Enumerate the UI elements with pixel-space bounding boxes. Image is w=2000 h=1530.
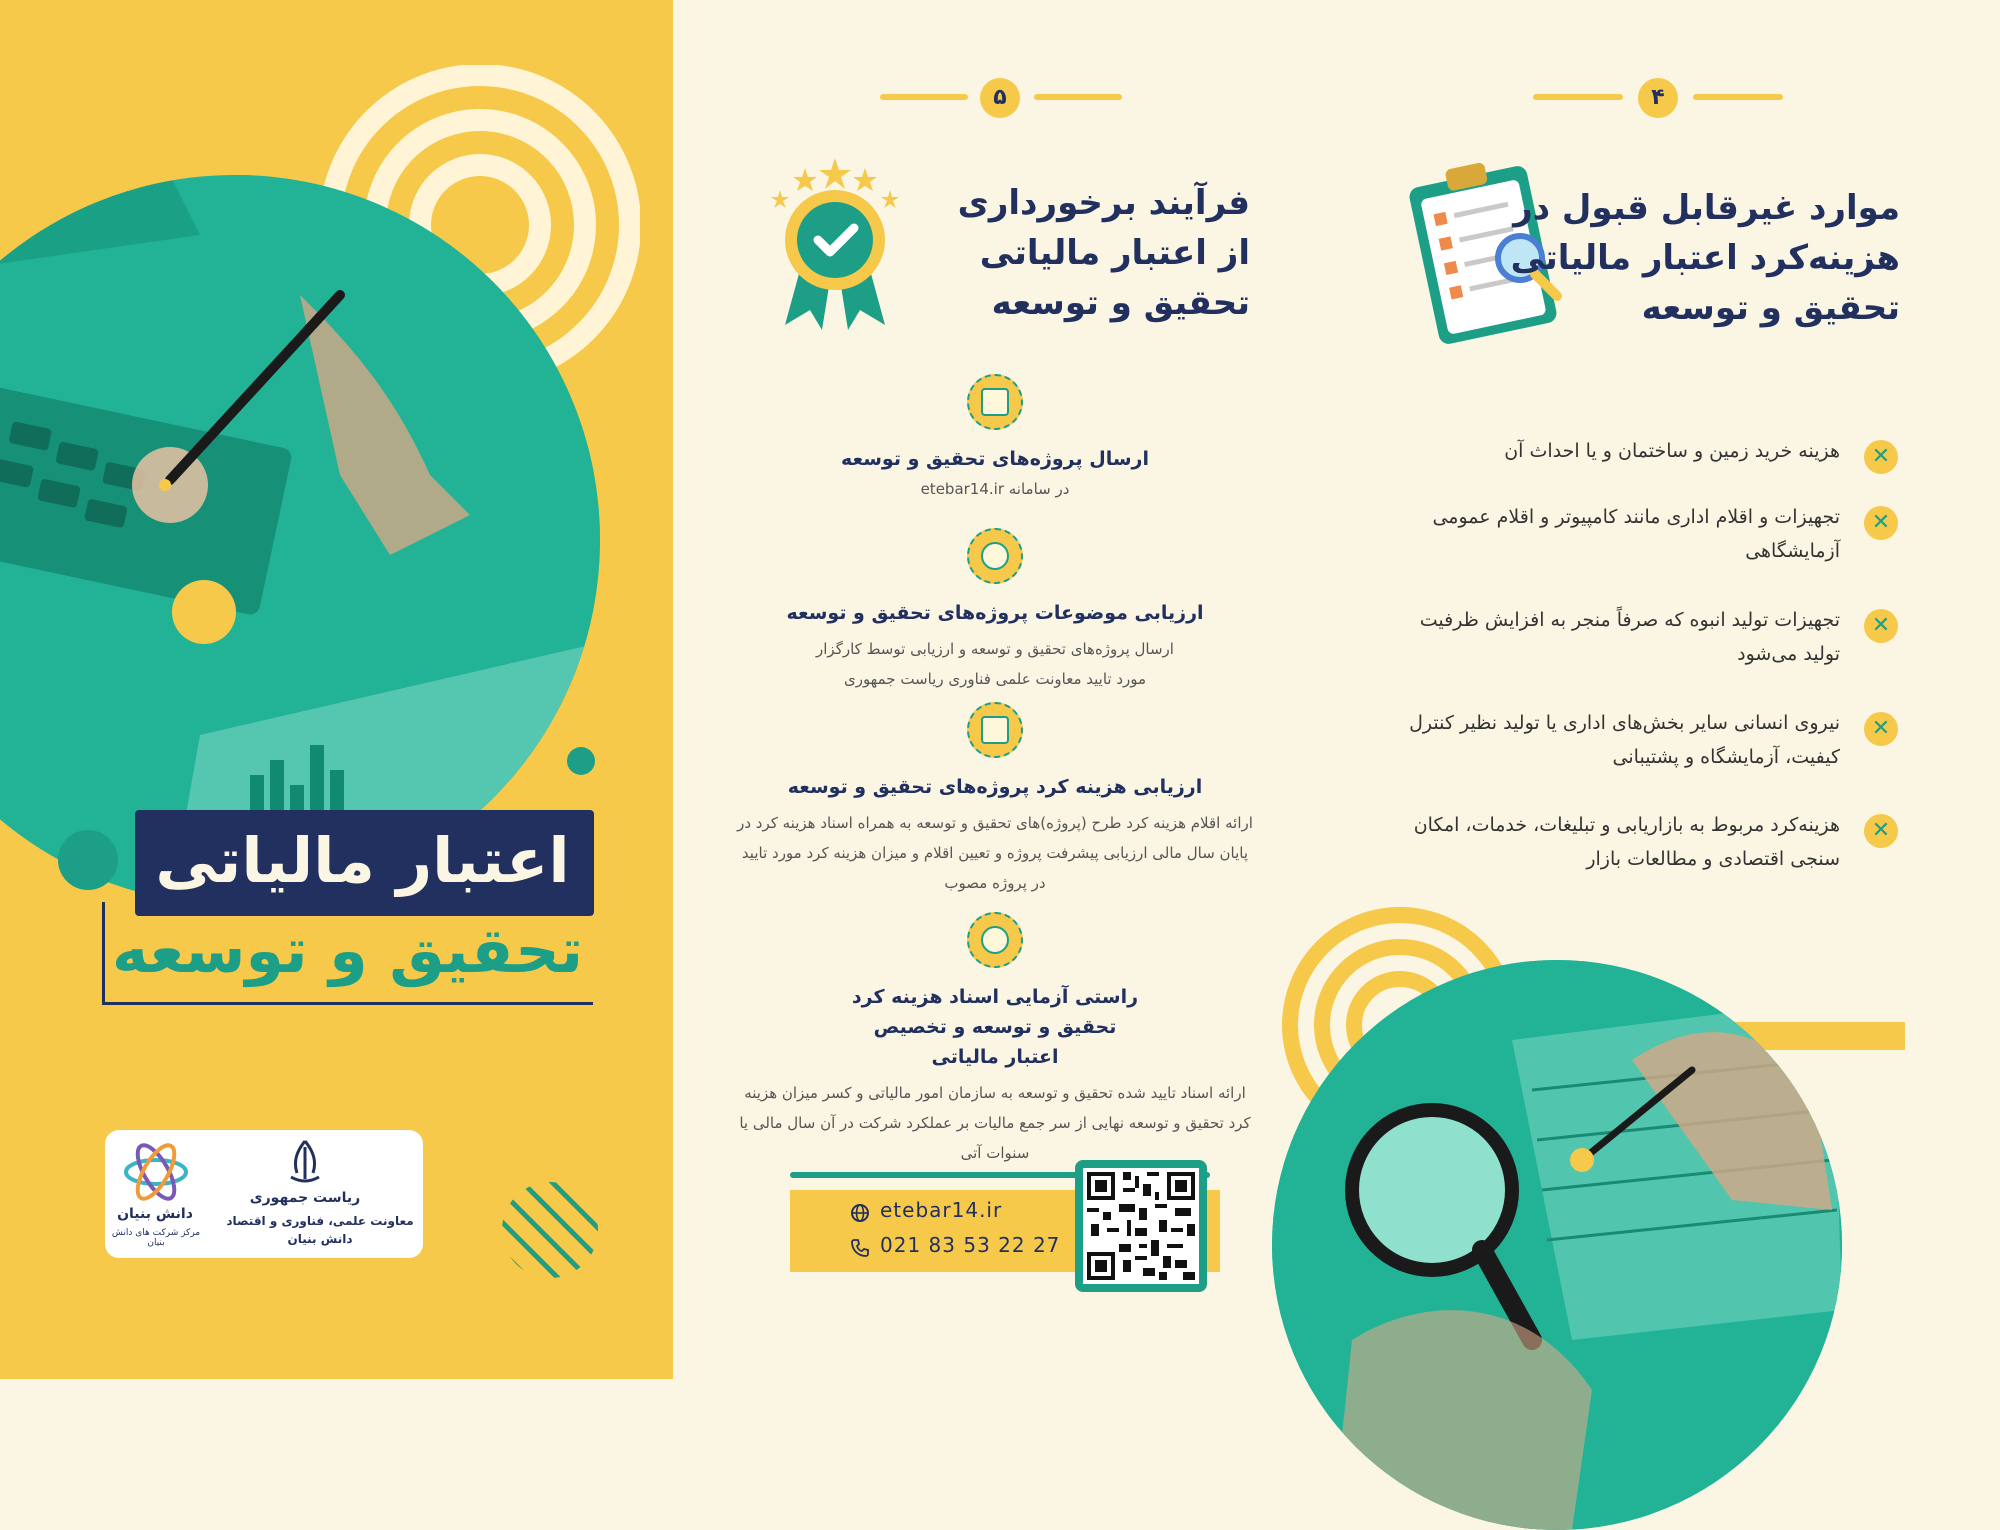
- process-step-4: [735, 912, 1255, 1168]
- section4-rule-left: [1533, 94, 1623, 100]
- invoice-check-icon: [967, 702, 1023, 758]
- teal-dot-medium: [58, 830, 118, 890]
- approval-badge-icon: [760, 150, 910, 330]
- x-mark-icon: ✕: [1864, 712, 1898, 746]
- gov-logo-text: معاونت علمی، فناوری و اقتصاد دانش بنیان: [226, 1214, 414, 1246]
- globe-icon: [850, 1203, 870, 1223]
- excluded-item-5: [1390, 808, 1891, 876]
- gov-logo-subtitle: ریاست جمهوری: [249, 1190, 361, 1206]
- excluded-item-2-text: تجهیزات و اقلام اداری مانند کامپیوتر و اقلام عمومی آزمایشگاهی: [1432, 506, 1840, 562]
- section4-number-badge: ۴: [1638, 78, 1678, 118]
- excluded-item-3: [1390, 603, 1891, 671]
- section5-rule-right: [1034, 94, 1122, 100]
- section4-title: [1500, 183, 1900, 333]
- excluded-item-4-text: نیروی انسانی سایر بخش‌های اداری یا تولید نظیر کنترل کیفیت، آزمایشگاه و پشتیبانی: [1409, 712, 1840, 768]
- document-icon: [967, 374, 1023, 430]
- section4-title-line1: موارد غیرقابل قبول در: [1513, 188, 1900, 228]
- title-line1: اعتبار مالیاتی: [155, 824, 570, 897]
- section4-title-line2: هزینه‌کرد اعتبار مالیاتی: [1510, 238, 1900, 278]
- step2-title: ارزیابی موضوعات پروژه‌های تحقیق و توسعه: [786, 602, 1204, 624]
- gear-brain-icon: [967, 528, 1023, 584]
- website-link[interactable]: etebar14.ir: [880, 1198, 1003, 1222]
- excluded-item-5-text: هزینه‌کرد مربوط به بازاریابی و تبلیغات، خدمات، امکان سنجی اقتصادی و مطالعات بازار: [1413, 814, 1840, 870]
- section4-title-line3: تحقیق و توسعه: [1641, 288, 1900, 328]
- step2-desc: ارسال پروژه‌های تحقیق و توسعه و ارزیابی توسط کارگزار مورد تایید معاونت علمی فناوری ریاست جمهوری: [816, 640, 1174, 688]
- section5-title-line1: فرآیند برخورداری: [957, 183, 1250, 223]
- gov-emblem-icon: [285, 1137, 325, 1187]
- daneshbonyan-logo-icon: [118, 1140, 194, 1204]
- daneshbonyan-logo-subtitle: مرکز شرکت های دانش بنیان: [111, 1228, 201, 1248]
- magnifier-photo-circle: [1272, 960, 1842, 1530]
- magnifier-photo-illustration: [1272, 960, 1842, 1530]
- section5-title-line2: از اعتبار مالیاتی: [979, 233, 1250, 273]
- process-step-2: [735, 528, 1255, 694]
- step3-desc: ارائه اقلام هزینه کرد طرح (پروژه)های تحقیق و توسعه به همراه اسناد هزینه کرد در پایان سال مالی ارزیابی پیشرفت پروژه و تعیین اقلام و میزان هزینه کرد مورد تایید در پروژه مصوب: [737, 814, 1253, 892]
- teal-dot-small: [567, 747, 595, 775]
- section5-rule-left: [880, 94, 968, 100]
- process-step-3: [735, 702, 1255, 898]
- x-mark-icon: ✕: [1864, 814, 1898, 848]
- qr-code[interactable]: [1075, 1160, 1207, 1292]
- x-mark-icon: ✕: [1864, 440, 1898, 474]
- phone-icon: [850, 1238, 870, 1258]
- section5-number-badge: ۵: [980, 78, 1020, 118]
- money-verify-icon: [967, 912, 1023, 968]
- x-mark-icon: ✕: [1864, 506, 1898, 540]
- excluded-item-2: [1390, 500, 1891, 568]
- qr-code-pattern: [1083, 1168, 1199, 1284]
- excluded-item-3-text: تجهیزات تولید انبوه که صرفاً منجر به افزایش ظرفیت تولید می‌شود: [1419, 609, 1840, 665]
- step3-title: ارزیابی هزینه کرد پروژه‌های تحقیق و توسعه: [787, 776, 1203, 798]
- excluded-item-1-text: هزینه خرید زمین و ساختمان و یا احداث آن: [1504, 440, 1840, 462]
- yellow-dot-decoration: [172, 580, 236, 644]
- left-panel: [0, 0, 673, 1379]
- process-step-1: [735, 374, 1255, 504]
- section4-rule-right: [1693, 94, 1783, 100]
- step4-title: راستی آزمایی اسناد هزینه کرد تحقیق و توسعه و تخصیص اعتبار مالیاتی: [851, 986, 1139, 1068]
- step4-desc: ارائه اسناد تایید شده تحقیق و توسعه به سازمان امور مالیاتی و کسر میزان هزینه کرد تحقیق و توسعه نهایی از سر جمع مالیات بر عملکرد شرکت در آن سال مالی یا سنوات آتی: [739, 1084, 1251, 1162]
- daneshbonyan-logo-text: دانش بنیان: [117, 1206, 193, 1222]
- section5-title-line3: تحقیق و توسعه: [991, 283, 1250, 323]
- x-mark-icon: ✕: [1864, 609, 1898, 643]
- title-line2: تحقیق و توسعه: [111, 914, 584, 987]
- striped-circle-decoration: [500, 1180, 600, 1280]
- phone-number[interactable]: 021 83 53 22 27: [880, 1233, 1061, 1257]
- step1-desc: در سامانه etebar14.ir: [920, 480, 1070, 498]
- excluded-item-1: [1390, 434, 1891, 469]
- section5-title: [910, 178, 1250, 328]
- step1-title: ارسال پروژه‌های تحقیق و توسعه: [840, 448, 1150, 470]
- excluded-item-4: [1390, 706, 1891, 774]
